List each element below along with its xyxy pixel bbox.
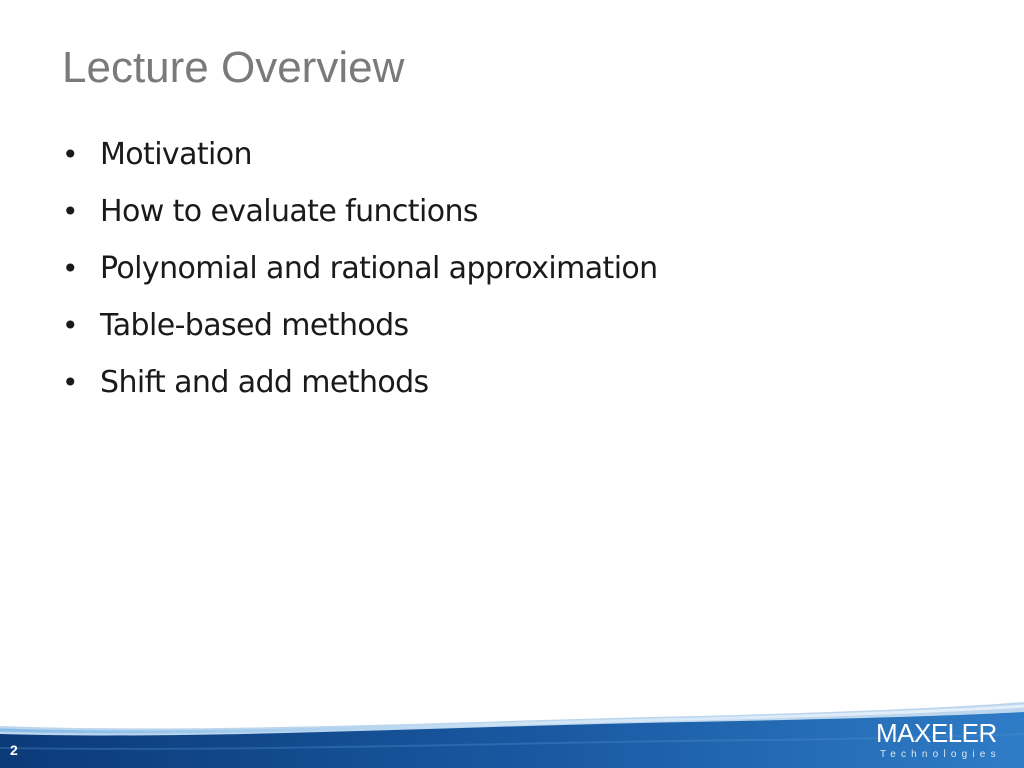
bullet-text: Table-based methods [100, 308, 409, 343]
slide-title: Lecture Overview [62, 43, 405, 92]
logo-subtitle: Technologies [880, 749, 1001, 760]
bullet-icon: • [62, 195, 79, 228]
bullet-text: Polynomial and rational approximation [100, 251, 658, 286]
bullet-icon: • [62, 252, 79, 285]
bullet-text: Shift and add methods [100, 365, 429, 400]
bullet-text: Motivation [100, 137, 252, 172]
maxeler-logo [876, 716, 1016, 764]
slide-page-number: 2 [10, 742, 18, 758]
footer-wave-decoration [0, 690, 1024, 768]
bullet-icon: • [62, 309, 79, 342]
logo-wordmark: MAXELER [876, 718, 997, 748]
bullet-icon: • [62, 366, 79, 399]
bullet-icon: • [62, 138, 79, 171]
bullet-text: How to evaluate functions [100, 194, 478, 229]
